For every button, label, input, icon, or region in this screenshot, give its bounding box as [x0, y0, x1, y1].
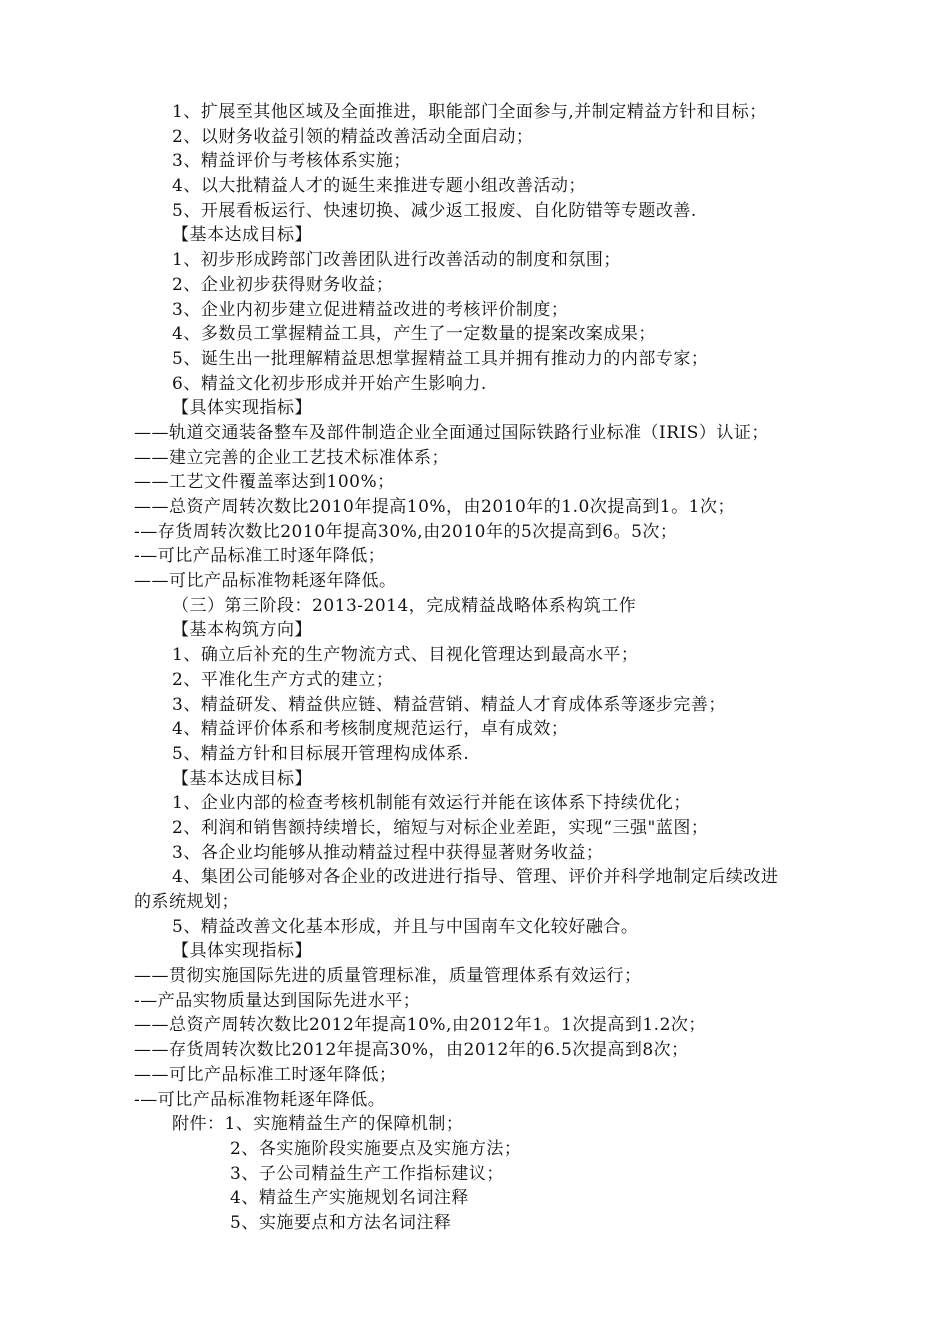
- text-line-continuation: 的系统规划；: [134, 892, 239, 912]
- text-line: 4、集团公司能够对各企业的改进进行指导、管理、评价并科学地制定后续改进: [172, 867, 779, 888]
- text-line: 1、确立后补充的生产物流方式、目视化管理达到最高水平；: [172, 645, 639, 666]
- text-line: 4、精益评价体系和考核制度规范运行，卓有成效；: [172, 719, 569, 740]
- text-line: 2、企业初步获得财务收益；: [172, 274, 394, 295]
- text-line: 3、精益评价与考核体系实施；: [172, 151, 411, 172]
- attachment-line: 3、子公司精益生产工作指标建议；: [230, 1163, 504, 1184]
- attachment-line: 附件：1、实施精益生产的保障机制；: [172, 1114, 464, 1135]
- text-line: ——总资产周转次数比2010年提高10%，由2010年的1.0次提高到1。1次；: [134, 497, 735, 517]
- text-line: 4、以大批精益人才的诞生来推进专题小组改善活动；: [172, 176, 586, 197]
- attachment-line: 4、精益生产实施规划名词注释: [230, 1188, 469, 1209]
- text-line: ——可比产品标准工时逐年降低；: [134, 1064, 397, 1085]
- text-line: 5、精益方针和目标展开管理构成体系.: [172, 743, 470, 764]
- text-line: 4、多数员工掌握精益工具，产生了一定数量的提案改案成果；: [172, 324, 656, 345]
- stage-heading: （三）第三阶段：2013-2014，完成精益战略体系构筑工作: [172, 595, 637, 616]
- text-line: -—产品实物质量达到国际先进水平；: [134, 990, 421, 1011]
- text-line: 5、精益改善文化基本形成，并且与中国南车文化较好融合。: [172, 916, 639, 937]
- text-line: ——工艺文件覆盖率达到100%；: [134, 472, 395, 493]
- text-line: ——贯彻实施国际先进的质量管理标准，质量管理体系有效运行；: [134, 966, 642, 987]
- text-line: 3、各企业均能够从推动精益过程中获得显著财务收益；: [172, 842, 604, 863]
- attachment-line: 5、实施要点和方法名词注释: [230, 1212, 452, 1233]
- text-line: -—存货周转次数比2010年提高30%,由2010年的5次提高到6。5次；: [134, 521, 678, 542]
- section-heading: 【基本构筑方向】: [172, 620, 312, 641]
- text-line: 2、利润和销售额持续增长，缩短与对标企业差距，实现“三强"蓝图；: [172, 817, 709, 838]
- text-line: ——存货周转次数比2012年提高30%，由2012年的6.5次提高到8次；: [134, 1040, 689, 1061]
- text-line: 1、初步形成跨部门改善团队进行改善活动的制度和氛围；: [172, 250, 621, 271]
- attachment-line: 2、各实施阶段实施要点及实施方法；: [230, 1138, 522, 1159]
- text-line: ——可比产品标准物耗逐年降低。: [134, 571, 397, 592]
- section-heading: 【基本达成目标】: [172, 768, 312, 789]
- text-line: 5、开展看板运行、快速切换、减少返工报废、自化防错等专题改善.: [172, 200, 697, 221]
- document-body: [134, 100, 852, 1236]
- text-line: -—可比产品标准物耗逐年降低。: [134, 1089, 386, 1110]
- text-line: ——建立完善的企业工艺技术标准体系；: [134, 447, 449, 468]
- text-line: 2、平准化生产方式的建立；: [172, 669, 394, 690]
- text-line: 3、精益研发、精益供应链、精益营销、精益人才育成体系等逐步完善；: [172, 694, 726, 715]
- text-line: 2、以财务收益引领的精益改善活动全面启动；: [172, 126, 534, 147]
- text-line: 1、扩展至其他区域及全面推进，职能部门全面参与,并制定精益方针和目标；: [172, 102, 767, 122]
- text-line: ——总资产周转次数比2012年提高10%,由2012年1。1次提高到1.2次；: [134, 1015, 706, 1036]
- text-line: 5、诞生出一批理解精益思想掌握精益工具并拥有推动力的内部专家；: [172, 348, 709, 369]
- section-heading: 【基本达成目标】: [172, 225, 312, 246]
- text-line: ——轨道交通装备整车及部件制造企业全面通过国际铁路行业标准（IRIS）认证；: [134, 422, 769, 443]
- text-line: 3、企业内初步建立促进精益改进的考核评价制度；: [172, 299, 569, 320]
- text-line: 6、精益文化初步形成并开始产生影响力.: [172, 373, 487, 394]
- section-heading: 【具体实现指标】: [172, 398, 312, 419]
- section-heading: 【具体实现指标】: [172, 941, 312, 962]
- text-line: -—可比产品标准工时逐年降低；: [134, 546, 386, 567]
- text-line: 1、企业内部的检查考核机制能有效运行并能在该体系下持续优化；: [172, 793, 691, 814]
